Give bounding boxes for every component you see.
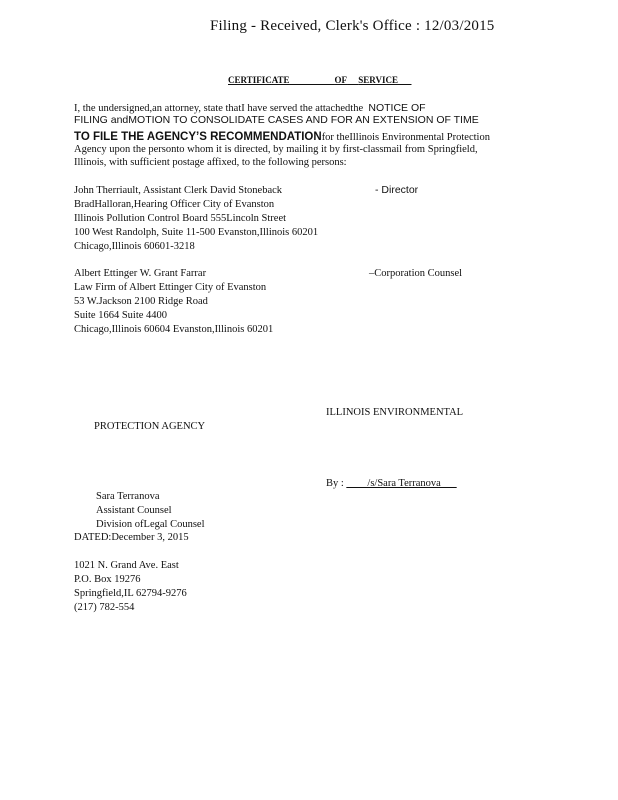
dated-line: DATED:December 3, 2015 <box>74 532 189 543</box>
recipient-2-line: Albert Ettinger W. Grant Farrar <box>74 268 207 279</box>
recipient-1-line: John Therriault, Assistant Clerk David Stoneback <box>74 185 283 196</box>
recipient-2-line: Chicago,Illinois 60604 Evanston,Illinois 60201 <box>74 324 274 335</box>
address-line: Springfield,IL 62794-9276 <box>74 588 187 599</box>
recipient-2-line: Suite 1664 Suite 4400 <box>74 310 168 321</box>
recipient-1-line: Illinois Pollution Control Board 555Lincoln Street <box>74 213 287 224</box>
signature: ____/s/Sara Terranova___ <box>346 478 457 489</box>
filing-header: Filing - Received, Clerk's Office : 12/03/2015 <box>210 18 495 34</box>
agency-line-2: PROTECTION AGENCY <box>94 421 206 432</box>
title-word-service: SERVICE <box>358 75 398 85</box>
address-line: (217) 782-554 <box>74 602 135 613</box>
signer-division: Division ofLegal Counsel <box>96 519 205 530</box>
recipients-2 <box>74 267 273 337</box>
recipients-1 <box>74 184 318 254</box>
by-label: By : <box>326 478 344 489</box>
body-line-4: Agency upon the personto whom it is directed, by mailing it by first-classmail from Springfield, <box>74 144 478 155</box>
title-word-certificate: CERTIFICATE <box>228 75 290 85</box>
signer-name: Sara Terranova <box>96 491 160 502</box>
signature-line <box>326 477 457 491</box>
body-notice-of: NOTICE OF <box>368 102 426 114</box>
title-word-of: OF <box>334 75 348 85</box>
recipient-2-line: Law Firm of Albert Ettinger City of Evanston <box>74 282 267 293</box>
body-line-2: FILING andMOTION TO CONSOLIDATE CASES AND FOR AN EXTENSION OF TIME <box>74 114 479 126</box>
return-address <box>74 559 187 615</box>
address-line: P.O. Box 19276 <box>74 574 141 585</box>
agency-line-1: ILLINOIS ENVIRONMENTAL <box>326 407 464 418</box>
recipient-2-line: 53 W.Jackson 2100 Ridge Road <box>74 296 208 307</box>
recipient-1-line: Chicago,Illinois 60601-3218 <box>74 241 195 252</box>
recipient-1-line: BradHalloran,Hearing Officer City of Evanston <box>74 199 275 210</box>
body-line-3-bold: TO FILE THE AGENCY’S RECOMMENDATION <box>74 131 322 143</box>
body-line-3-rest: for theIllinois Environmental Protection <box>321 132 490 143</box>
recipient-1-role: - Director <box>375 184 419 196</box>
recipient-2-role: –Corporation Counsel <box>369 268 463 279</box>
body-line-1-text: I, the undersigned,an attorney, state thatI have served the attachedthe <box>74 103 364 114</box>
address-line: 1021 N. Grand Ave. East <box>74 560 179 571</box>
body-line-5: Illinois, with sufficient postage affixed, to the following persons: <box>74 157 347 168</box>
signer-block <box>96 490 205 532</box>
recipient-1-line: 100 West Randolph, Suite 11-500 Evanston,Illinois 60201 <box>74 227 319 238</box>
signer-title: Assistant Counsel <box>96 505 172 516</box>
certificate-title <box>228 75 411 85</box>
